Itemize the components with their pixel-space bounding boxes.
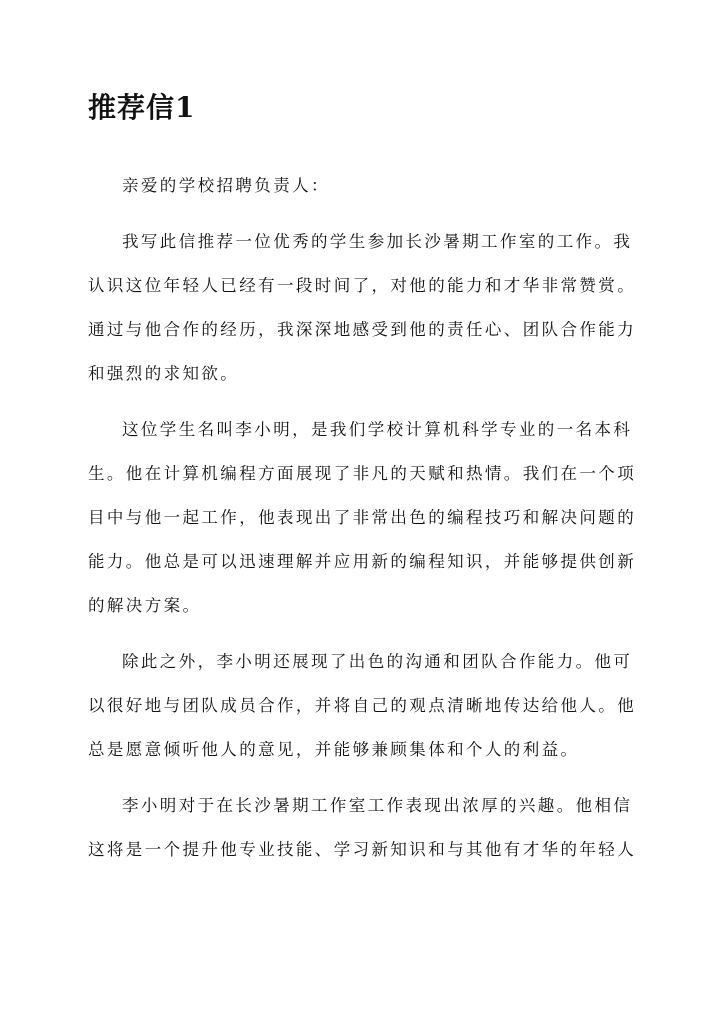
paragraph-line: 这将是一个提升他专业技能、学习新知识和与其他有才华的年轻人: [88, 840, 637, 859]
paragraph-line: 通过与他合作的经历，我深深地感受到他的责任心、团队合作能力: [88, 320, 637, 339]
salutation: 亲爱的学校招聘负责人：: [122, 176, 330, 195]
document-title: 推荐信1: [88, 91, 196, 124]
paragraph-line: 这位学生名叫李小明，是我们学校计算机科学专业的一名本科: [122, 420, 633, 439]
paragraph-line: 我写此信推荐一位优秀的学生参加长沙暑期工作室的工作。我: [122, 232, 633, 251]
paragraph-line: 和强烈的求知欲。: [88, 364, 240, 383]
paragraph-line: 能力。他总是可以迅速理解并应用新的编程知识，并能够提供创新: [88, 552, 637, 571]
paragraph-line: 生。他在计算机编程方面展现了非凡的天赋和热情。我们在一个项: [88, 464, 637, 483]
paragraph-line: 总是愿意倾听他人的意见，并能够兼顾集体和个人的利益。: [88, 740, 580, 759]
paragraph-line: 除此之外，李小明还展现了出色的沟通和团队合作能力。他可: [122, 652, 633, 671]
paragraph-line: 认识这位年轻人已经有一段时间了，对他的能力和才华非常赞赏。: [88, 276, 637, 295]
paragraph-line: 以很好地与团队成员合作，并将自己的观点清晰地传达给他人。他: [88, 696, 637, 715]
paragraph-line: 目中与他一起工作，他表现出了非常出色的编程技巧和解决问题的: [88, 508, 637, 527]
paragraph-line: 李小明对于在长沙暑期工作室工作表现出浓厚的兴趣。他相信: [122, 796, 633, 815]
paragraph-line: 的解决方案。: [88, 596, 202, 615]
